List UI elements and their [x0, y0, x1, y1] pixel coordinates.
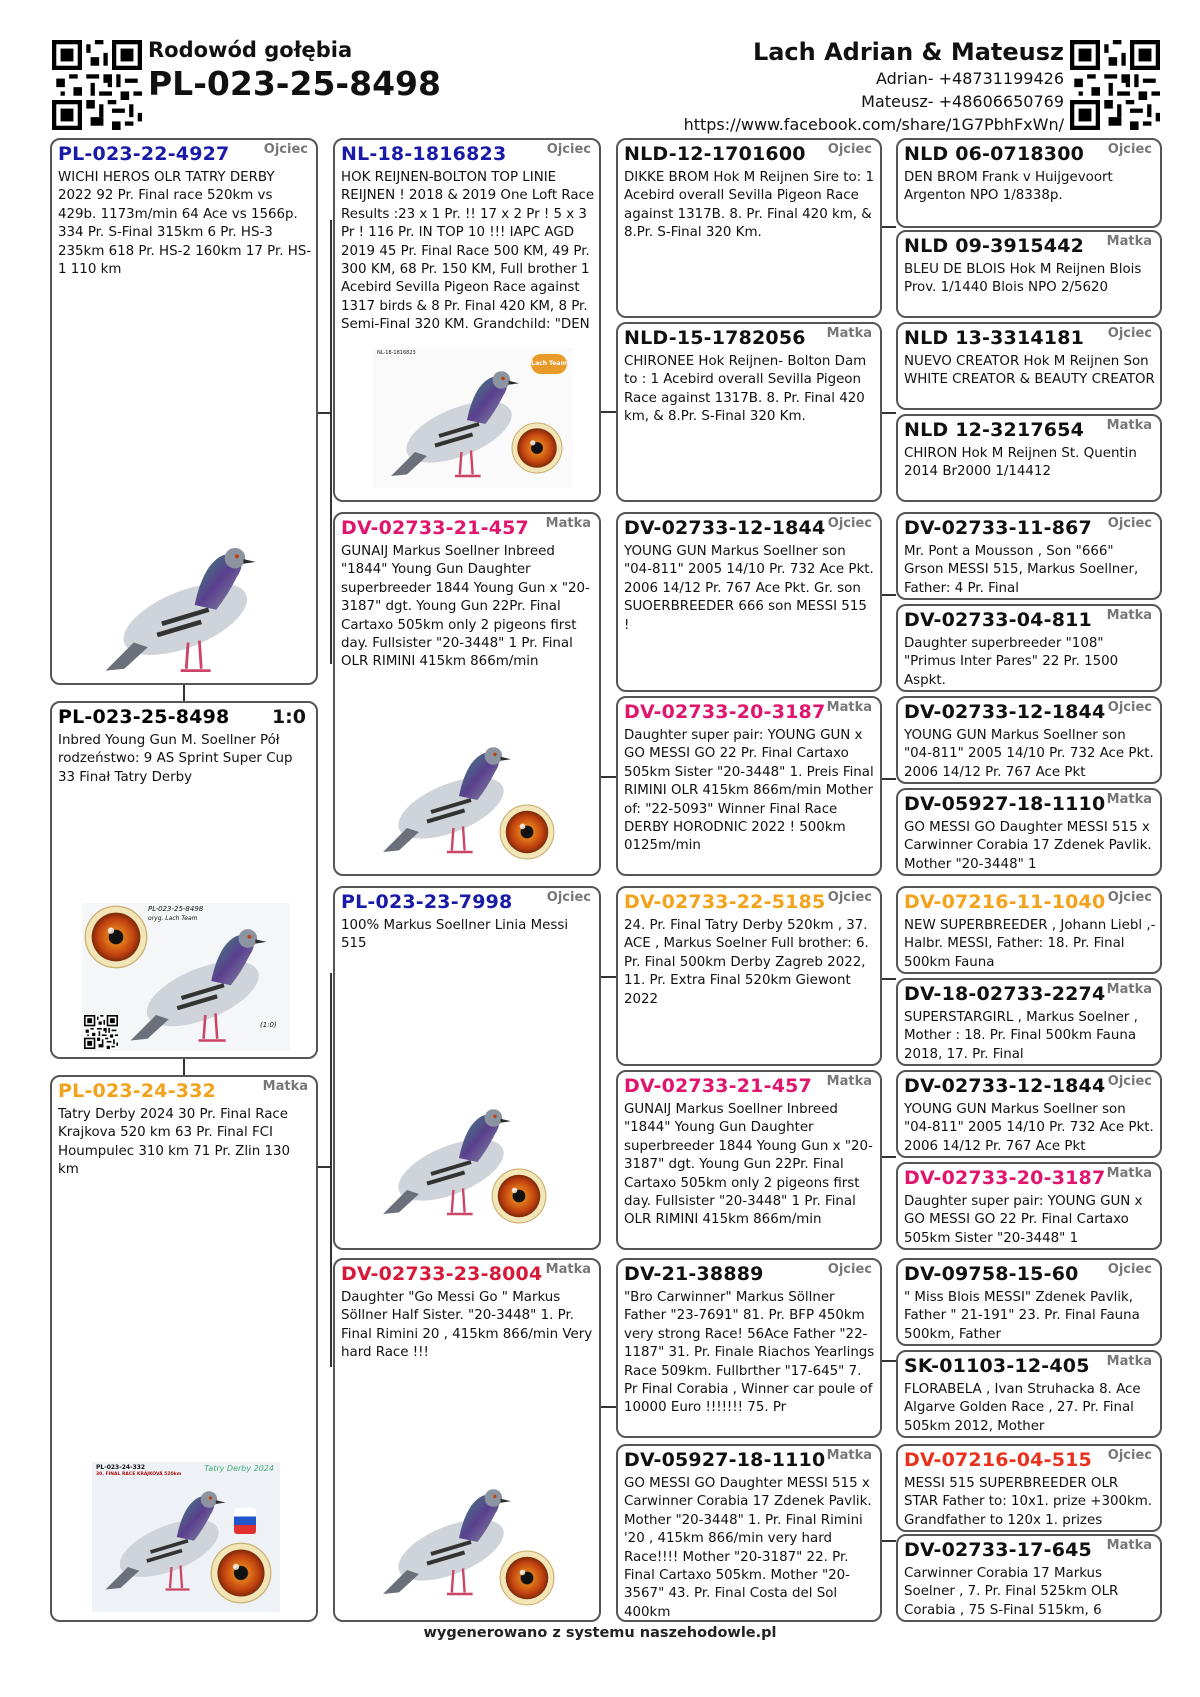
- photo-tag: (1:0): [260, 1021, 277, 1029]
- card-description: YOUNG GUN Markus Soellner son "04-811" 2005 14/10 Pr. 732 Ace Pkt. 2006 14/12 Pr. 767 Ace Pkt. Gr. son SUOERBREEDER 666 son MESSI 515 !: [624, 544, 874, 633]
- card-description: SUPERSTARGIRL , Markus Soelner , Mother : 18. Pr. Final 500km Fauna 2018, 17. Pr. Final: [904, 1010, 1138, 1062]
- ring-number: DV-21-38889: [624, 1263, 764, 1285]
- pedigree-card[interactable]: [333, 138, 601, 502]
- ring-number: DV-02733-12-1844: [904, 701, 1106, 723]
- lach-team-logo: Lach Team: [531, 354, 567, 374]
- sex-label: Matka: [262, 1079, 308, 1094]
- sex-label: Matka: [1106, 792, 1152, 807]
- card-description: YOUNG GUN Markus Soellner son "04-811" 2005 14/10 Pr. 732 Ace Pkt. 2006 14/12 Pr. 767 Ace Pkt: [904, 728, 1154, 780]
- pedigree-card[interactable]: [896, 1534, 1162, 1622]
- qr-code-icon: [52, 40, 142, 130]
- ring-number: DV-07216-04-515: [904, 1449, 1092, 1471]
- connector: [880, 1360, 896, 1362]
- sex-label: Ojciec: [1107, 516, 1152, 531]
- pedigree-card[interactable]: [896, 1444, 1162, 1532]
- pedigree-card-father[interactable]: [50, 138, 318, 685]
- connector: [880, 1156, 896, 1158]
- card-description: Mr. Pont a Mousson , Son "666" Grson MESSI 515, Markus Soellner, Father: 4 Pr. Final: [904, 544, 1139, 596]
- pedigree-card[interactable]: [616, 886, 882, 1066]
- pedigree-card[interactable]: [896, 322, 1162, 410]
- eye-photo: [499, 804, 555, 860]
- sex-label: Ojciec: [1107, 326, 1152, 341]
- pedigree-card[interactable]: [896, 604, 1162, 692]
- sex-label: Matka: [1106, 234, 1152, 249]
- sex-label: Ojciec: [1107, 700, 1152, 715]
- flag-icon: [234, 1508, 256, 1534]
- pedigree-card[interactable]: [616, 1070, 882, 1250]
- ring-number: NLD 13-3314181: [904, 327, 1085, 349]
- pedigree-card[interactable]: [896, 696, 1162, 784]
- sex-label: Ojciec: [827, 516, 872, 531]
- pedigree-card[interactable]: [896, 512, 1162, 600]
- sex-label: Matka: [1106, 608, 1152, 623]
- card-description: NUEVO CREATOR Hok M Reijnen Son WHITE CREATOR & BEAUTY CREATOR: [904, 354, 1155, 388]
- pedigree-card[interactable]: [896, 1258, 1162, 1346]
- connector: [880, 978, 896, 980]
- ring-number: SK-01103-12-405: [904, 1355, 1090, 1377]
- ring-number: DV-07216-11-1040: [904, 891, 1106, 913]
- ring-number: PL-023-23-7998: [341, 891, 513, 913]
- card-description: NEW SUPERBREEDER , Johann Liebl ,- Halbr. MESSI, Father: 18. Pr. Final 500km Fauna: [904, 918, 1156, 970]
- ring-number: NLD 12-3217654: [904, 419, 1085, 441]
- card-description: " Miss Blois MESSI" Zdenek Pavlik, Father " 21-191" 23. Pr. Final Fauna 500km, Father: [904, 1290, 1140, 1342]
- card-description: Tatry Derby 2024 30 Pr. Final Race Krajkova 520 km 63 Pr. Final FCI Houmpulec 310 km 71 Pr. Zlin 130 km: [58, 1107, 291, 1178]
- card-description: GUNAIJ Markus Soellner Inbreed "1844" Young Gun Daughter superbreeder 1844 Young Gun x "20-3187" dgt. Young Gun 22Pr. Final Cartaxo 505km only 2 pigeons first day. Fullsister "20-3448" 1 Pr. Final OLR RIMINI 415km 866m/min: [341, 544, 590, 670]
- eye-photo: [210, 1542, 272, 1604]
- sex-label: Matka: [1106, 1354, 1152, 1369]
- sex-label: Ojciec: [1107, 1074, 1152, 1089]
- sex-label: Ojciec: [827, 1262, 872, 1277]
- pedigree-card[interactable]: [616, 512, 882, 692]
- card-description: Daughter super pair: YOUNG GUN x GO MESSI GO 22 Pr. Final Cartaxo 505km Sister "20-3448" 1. Preis Final RIMINI OLR 415km 866m/min Mother of: "22-5093" Winner Final Race DERBY HORODNIC 2022 ! 500km 0125m/min: [624, 728, 874, 854]
- photo-caption: NL-18-1816823: [377, 350, 416, 356]
- pedigree-card[interactable]: [896, 1350, 1162, 1438]
- sex-label: Ojciec: [263, 142, 308, 157]
- ring-number: NLD-15-1782056: [624, 327, 806, 349]
- photo-caption: PL-023-25-8498: [148, 905, 204, 913]
- card-description: "Bro Carwinner" Markus Söllner Father "23-7691" 81. Pr. BFP 450km very strong Race! 56Ace Father "22-1187" 31. Pr. Finale Riachos Yearlings Race 509km. Fullbrther "17-645" 7. Pr Final Corabia , Winner car poule of 10000 Euro !!!!!!! 75. Pr: [624, 1290, 875, 1416]
- ring-number: DV-02733-21-457: [341, 517, 529, 539]
- sex-label: Ojciec: [1107, 1262, 1152, 1277]
- sex-label: Matka: [1106, 418, 1152, 433]
- ring-number: DV-09758-15-60: [904, 1263, 1079, 1285]
- ring-number: NLD-12-1701600: [624, 143, 806, 165]
- card-description: WICHI HEROS OLR TATRY DERBY 2022 92 Pr. Final race 520km vs 429b. 1173m/min 64 Ace vs 1566p. 334 Pr. S-Final 315km 6 Pr. HS-3 235km 618 Pr. HS-2 160km 17 Pr. HS-1 110 km: [58, 170, 312, 278]
- photo-caption: PL-023-24-332: [96, 1464, 146, 1471]
- pedigree-card[interactable]: [333, 1258, 601, 1622]
- ring-number: DV-02733-23-8004: [341, 1263, 543, 1285]
- pedigree-card[interactable]: [333, 512, 601, 876]
- ring-number: DV-18-02733-2274: [904, 983, 1106, 1005]
- card-description: Inbred Young Gun M. Soellner Pół rodzeństwo: 9 AS Sprint Super Cup 33 Finał Tatry Derby: [58, 733, 293, 785]
- sex-label: Matka: [545, 1262, 591, 1277]
- pedigree-card[interactable]: [616, 1258, 882, 1438]
- card-description: CHIRONEE Hok Reijnen- Bolton Dam to : 1 Acebird overall Sevilla Pigeon Race against 1317B. 8. Pr. Final 420 km, & 8.Pr. S-Final 320 Km.: [624, 354, 867, 425]
- eye-photo: [511, 422, 563, 474]
- pedigree-card[interactable]: [896, 886, 1162, 974]
- pedigree-card[interactable]: [333, 886, 601, 1250]
- ring-number: DV-02733-04-811: [904, 609, 1092, 631]
- card-description: DIKKE BROM Hok M Reijnen Sire to: 1 Acebird overall Sevilla Pigeon Race against 1317B. 8. Pr. Final 420 km, & 8.Pr. S-Final 320 Km.: [624, 170, 874, 241]
- sex-label: Matka: [826, 1074, 872, 1089]
- sex-label: Matka: [545, 516, 591, 531]
- ring-number: NLD 09-3915442: [904, 235, 1085, 257]
- pedigree-card[interactable]: [896, 788, 1162, 876]
- connector: [880, 412, 896, 414]
- card-description: FLORABELA , Ivan Struhacka 8. Ace Algarve Golden Race , 27. Pr. Final 505km 2012, Mother: [904, 1382, 1141, 1434]
- ring-number: PL-023-25-8498: [58, 706, 230, 728]
- card-description: GUNAIJ Markus Soellner Inbreed "1844" Young Gun Daughter superbreeder 1844 Young Gun x "20-3187" dgt. Young Gun 22Pr. Final Cartaxo 505km only 2 pigeons first day. Fullsister "20-3448" 1 Pr. Final OLR RIMINI 415km 866m/min: [624, 1102, 873, 1228]
- sex-label: Ojciec: [827, 142, 872, 157]
- connector: [183, 683, 185, 703]
- card-description: DEN BROM Frank v Huijgevoort Argenton NPO 1/8338p.: [904, 170, 1113, 204]
- ring-number: DV-02733-20-3187: [904, 1167, 1106, 1189]
- sex-label: Ojciec: [1107, 142, 1152, 157]
- card-description: YOUNG GUN Markus Soellner son "04-811" 2005 14/10 Pr. 732 Ace Pkt. 2006 14/12 Pr. 767 Ace Pkt: [904, 1102, 1154, 1154]
- pedigree-card[interactable]: [896, 978, 1162, 1066]
- connector: [183, 1057, 185, 1077]
- pedigree-card[interactable]: [896, 1162, 1162, 1250]
- ring-number: DV-05927-18-1110: [624, 1449, 826, 1471]
- main-ring-number: PL-023-25-8498: [148, 64, 441, 103]
- connector: [600, 776, 616, 778]
- card-description: GO MESSI GO Daughter MESSI 515 x Carwinner Corabia 17 Zdenek Pavlik. Mother "20-3448" 1. Pr. Final Rimini '20 , 415km 866/min very hard Race!!!! Mother "20-3187" 22. Pr. Final Cartaxo 505km. Mother "20-3567" 43. Pr. Final Costa del Sol 400km: [624, 1476, 872, 1620]
- card-description: 100% Markus Soellner Linia Messi 515: [341, 918, 569, 952]
- connector: [880, 594, 896, 596]
- pedigree-card[interactable]: [616, 322, 882, 502]
- footer-generated-by: wygenerowano z systemu naszehodowle.pl: [423, 1625, 777, 1641]
- ring-number: NLD 06-0718300: [904, 143, 1085, 165]
- sex-label: Matka: [826, 1448, 872, 1463]
- sex-label: Matka: [1106, 1166, 1152, 1181]
- ring-number: NL-18-1816823: [341, 143, 507, 165]
- sex-label: Ojciec: [1107, 1448, 1152, 1463]
- card-description: 24. Pr. Final Tatry Derby 520km , 37. ACE , Markus Soelner Full brother: 6. Pr. Final 500km Derby Zagreb 2022, 11. Pr. Extra Final 520km Giewont 2022: [624, 918, 869, 1007]
- document-label: Rodowód gołębia: [148, 38, 353, 62]
- connector: [330, 220, 332, 664]
- facebook-link[interactable]: https://www.facebook.com/share/1G7PbhFxWn/: [683, 115, 1064, 134]
- qr-code-icon: [1070, 40, 1160, 130]
- ring-number: DV-02733-20-3187: [624, 701, 826, 723]
- connector: [880, 1540, 896, 1542]
- card-description: BLEU DE BLOIS Hok M Reijnen Blois Prov. 1/1440 Blois NPO 2/5620: [904, 262, 1142, 296]
- sex-label: Matka: [1106, 1538, 1152, 1553]
- card-description: CHIRON Hok M Reijnen St. Quentin 2014 Br2000 1/14412: [904, 446, 1137, 480]
- ring-number: DV-02733-17-645: [904, 1539, 1092, 1561]
- sex-label: Matka: [826, 700, 872, 715]
- connector: [600, 411, 616, 413]
- phone-adrian: Adrian- +48731199426: [875, 69, 1064, 88]
- pedigree-card[interactable]: [616, 1444, 882, 1622]
- pedigree-card[interactable]: [616, 138, 882, 318]
- ring-number: DV-02733-12-1844: [904, 1075, 1106, 1097]
- derby-logo: Tatry Derby 2024: [204, 1464, 274, 1473]
- pedigree-card[interactable]: [616, 696, 882, 876]
- connector: [600, 976, 616, 978]
- ring-number: DV-02733-22-5185: [624, 891, 826, 913]
- sex-label: Matka: [826, 326, 872, 341]
- card-description: HOK REIJNEN-BOLTON TOP LINIE REIJNEN ! 2018 & 2019 One Loft Race Results :23 x 1 Pr. !! 17 x 2 Pr ! 5 x 3 Pr ! 116 Pr. IN TOP 10 !!! IAPC AGD 2019 45 Pr. Final Race 500 KM, 49 Pr. 300 KM, 68 Pr. 150 KM, Full brother 1 Acebird Sevilla Pigeon Race against 1317 birds & 8 Pr. Final 420 KM, 8 Pr. Semi-Final 320 KM. Grandchild: "DEN: [341, 170, 595, 333]
- connector: [600, 1406, 616, 1408]
- qr-code-icon: [84, 1015, 118, 1049]
- sex-label: Ojciec: [827, 890, 872, 905]
- card-description: Daughter super pair: YOUNG GUN x GO MESSI GO 22 Pr. Final Cartaxo 505km Sister "20-3448" 1: [904, 1194, 1143, 1246]
- pedigree-card[interactable]: [896, 414, 1162, 502]
- pedigree-card[interactable]: [896, 230, 1162, 318]
- eye-photo: [491, 1168, 547, 1224]
- ring-number: PL-023-22-4927: [58, 143, 230, 165]
- eye-photo: [499, 1550, 555, 1606]
- sex-label: Ojciec: [546, 890, 591, 905]
- sex-label: Matka: [1106, 982, 1152, 997]
- phone-mateusz: Mateusz- +48606650769: [861, 92, 1064, 111]
- card-description: Carwinner Corabia 17 Markus Soelner , 7. Pr. Final 525km OLR Corabia , 75 S-Final 515km, 6: [904, 1566, 1119, 1618]
- sex-label: Ojciec: [1107, 890, 1152, 905]
- pigeon-photo: [90, 530, 290, 680]
- connector: [880, 778, 896, 780]
- ring-number: DV-02733-12-1844: [624, 517, 826, 539]
- card-description: MESSI 515 SUPERBREEDER OLR STAR Father to: 10x1. prize +300km. Grandfather to 120x 1. prizes: [904, 1476, 1153, 1528]
- card-description: Daughter superbreeder "108" "Primus Inter Pares" 22 Pr. 1500 Aspkt.: [904, 636, 1119, 688]
- pedigree-card[interactable]: [896, 1070, 1162, 1158]
- ring-number: DV-05927-18-1110: [904, 793, 1106, 815]
- connector: [330, 973, 332, 1367]
- score-label: 1:0: [271, 706, 306, 728]
- ring-number: DV-02733-21-457: [624, 1075, 812, 1097]
- photo-caption: oryg. Lach Team: [148, 915, 198, 922]
- pedigree-card-subject[interactable]: [50, 701, 318, 1059]
- sex-label: Ojciec: [546, 142, 591, 157]
- card-description: Daughter "Go Messi Go " Markus Söllner Half Sister. "20-3448" 1. Pr. Final Rimini 20 , 415km 866/min Very hard Race !!!: [341, 1290, 593, 1361]
- photo-caption: 30. FINAL RACE KRAJKOVÁ 520km: [96, 1472, 182, 1477]
- ring-number: PL-023-24-332: [58, 1080, 217, 1102]
- card-description: GO MESSI GO Daughter MESSI 515 x Carwinner Corabia 17 Zdenek Pavlik. Mother "20-3448" 1: [904, 820, 1152, 872]
- pedigree-card[interactable]: [896, 138, 1162, 228]
- owner-name: Lach Adrian & Mateusz: [752, 38, 1064, 66]
- pedigree-card-mother[interactable]: [50, 1075, 318, 1622]
- connector: [880, 226, 896, 228]
- ring-number: DV-02733-11-867: [904, 517, 1092, 539]
